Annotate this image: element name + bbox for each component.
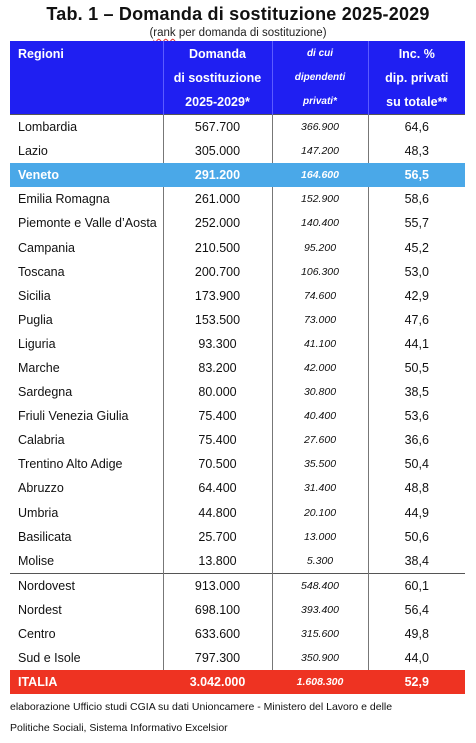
cell-name: Lazio	[10, 139, 163, 163]
cell-domanda: 261.000	[163, 187, 272, 211]
cell-name: Sardegna	[10, 380, 163, 404]
cell-incidenza: 50,6	[404, 529, 429, 544]
source-note-line: Politiche Sociali, Sistema Informativo Excelsior	[10, 722, 228, 734]
region-row	[10, 284, 465, 308]
cell-incidenza: 56,5	[368, 163, 465, 187]
cell-name: ITALIA	[10, 670, 163, 694]
region-row	[10, 404, 465, 428]
cell-domanda: 291.200	[163, 163, 272, 187]
region-row	[10, 380, 465, 404]
cell-domanda: 252.000	[163, 211, 272, 235]
cell-incidenza: 55,7	[404, 216, 429, 231]
header-dipendenti-line: di cui	[306, 48, 334, 59]
cell-name: Campania	[10, 235, 163, 259]
region-row	[10, 187, 465, 211]
region-row	[10, 452, 465, 476]
total-row	[10, 670, 465, 694]
cell-dipendenti: 5.300	[272, 549, 368, 574]
header-dipendenti	[272, 41, 368, 115]
table-title: Tab. 1 – Domanda di sostituzione 2025-2029	[46, 4, 430, 24]
cell-dipendenti: 140.400	[272, 211, 368, 235]
area-row	[10, 646, 465, 670]
cell-dipendenti: 315.600	[272, 622, 368, 646]
cell-name: Calabria	[10, 428, 163, 452]
cell-name: Nordest	[10, 598, 163, 622]
header-domanda-line: 2025-2029*	[185, 95, 250, 109]
subtitle-rank-word: rank	[153, 27, 176, 39]
cell-domanda: 173.900	[163, 284, 272, 308]
cell-dipendenti: 13.000	[272, 525, 368, 549]
cell-name: Friuli Venezia Giulia	[10, 404, 163, 428]
cell-incidenza: 48,3	[404, 144, 429, 159]
cell-dipendenti: 31.400	[272, 476, 368, 500]
cell-incidenza: 45,2	[404, 240, 429, 255]
table-subtitle	[0, 27, 476, 39]
cell-incidenza: 53,6	[404, 409, 429, 424]
cell-incidenza: 36,6	[404, 433, 429, 448]
cell-domanda: 13.800	[163, 549, 272, 574]
cell-domanda: 633.600	[163, 622, 272, 646]
cell-domanda: 797.300	[163, 646, 272, 670]
region-row	[10, 525, 465, 549]
header-dipendenti-line: privati*	[303, 96, 337, 107]
cell-incidenza: 48,8	[404, 481, 429, 496]
cell-name: Molise	[10, 549, 163, 574]
cell-name: Piemonte e Valle d’Aosta	[10, 211, 163, 235]
table-header	[10, 41, 465, 115]
source-note-line: elaborazione Ufficio studi CGIA su dati Unioncamere - Ministero del Lavoro e delle	[10, 701, 393, 713]
cell-dipendenti: 74.600	[272, 284, 368, 308]
cell-name: Nordovest	[10, 573, 163, 598]
header-regioni-line: Regioni	[18, 47, 64, 61]
cell-dipendenti: 152.900	[272, 187, 368, 211]
cell-domanda: 93.300	[163, 332, 272, 356]
cell-incidenza: 47,6	[404, 312, 429, 327]
cell-dipendenti: 106.300	[272, 260, 368, 284]
cell-domanda: 153.500	[163, 308, 272, 332]
cell-incidenza: 44,9	[404, 505, 429, 520]
cell-incidenza: 50,5	[404, 360, 429, 375]
cell-name: Liguria	[10, 332, 163, 356]
cell-domanda: 75.400	[163, 404, 272, 428]
region-row	[10, 163, 465, 187]
header-domanda	[163, 41, 272, 115]
cell-domanda: 64.400	[163, 476, 272, 500]
subtitle-open: (	[149, 27, 154, 39]
cell-name: Puglia	[10, 308, 163, 332]
cell-dipendenti: 35.500	[272, 452, 368, 476]
cell-incidenza: 53,0	[404, 264, 429, 279]
header-domanda-line: Domanda	[189, 47, 246, 61]
cell-incidenza: 50,4	[404, 457, 429, 472]
header-domanda-line: di sostituzione	[173, 71, 262, 85]
table-body	[10, 115, 465, 695]
header-incidenza	[368, 41, 465, 115]
cell-name: Emilia Romagna	[10, 187, 163, 211]
cell-name: Toscana	[10, 260, 163, 284]
cell-incidenza: 52,9	[368, 670, 465, 694]
cell-domanda: 200.700	[163, 260, 272, 284]
cell-dipendenti: 393.400	[272, 598, 368, 622]
header-incidenza-line: dip. privati	[385, 71, 449, 85]
cell-dipendenti: 20.100	[272, 501, 368, 525]
cell-incidenza: 38,5	[404, 385, 429, 400]
cell-domanda: 3.042.000	[163, 670, 272, 694]
header-dipendenti-line: dipendenti	[294, 72, 346, 83]
region-row	[10, 139, 465, 163]
cell-incidenza: 42,9	[404, 288, 429, 303]
cell-dipendenti: 350.900	[272, 646, 368, 670]
cell-dipendenti: 147.200	[272, 139, 368, 163]
cell-incidenza: 56,4	[404, 602, 429, 617]
header-incidenza-line: su totale**	[386, 95, 448, 109]
cell-domanda: 305.000	[163, 139, 272, 163]
cell-name: Marche	[10, 356, 163, 380]
region-row	[10, 308, 465, 332]
cell-domanda: 75.400	[163, 428, 272, 452]
cell-incidenza: 64,6	[368, 115, 465, 140]
cell-incidenza: 49,8	[404, 627, 429, 642]
cell-incidenza: 38,4	[404, 553, 429, 568]
cell-dipendenti: 41.100	[272, 332, 368, 356]
region-row	[10, 501, 465, 525]
cell-domanda: 25.700	[163, 525, 272, 549]
area-row	[10, 573, 465, 598]
region-row	[10, 428, 465, 452]
cell-domanda: 70.500	[163, 452, 272, 476]
region-row	[10, 356, 465, 380]
header-regioni	[10, 41, 163, 115]
cell-name: Trentino Alto Adige	[10, 452, 163, 476]
cell-incidenza: 58,6	[404, 192, 429, 207]
cell-name: Umbria	[10, 501, 163, 525]
cell-name: Veneto	[10, 163, 163, 187]
replacement-demand-table	[10, 41, 465, 694]
area-row	[10, 598, 465, 622]
cell-dipendenti: 366.900	[272, 115, 368, 140]
region-row	[10, 211, 465, 235]
header-incidenza-line: Inc. %	[398, 47, 435, 61]
cell-domanda: 210.500	[163, 235, 272, 259]
region-row	[10, 476, 465, 500]
region-row	[10, 549, 465, 574]
area-row	[10, 622, 465, 646]
cell-domanda: 80.000	[163, 380, 272, 404]
region-row	[10, 260, 465, 284]
cell-dipendenti: 40.400	[272, 404, 368, 428]
cell-name: Sicilia	[10, 284, 163, 308]
region-row	[10, 235, 465, 259]
cell-domanda: 698.100	[163, 598, 272, 622]
cell-name: Sud e Isole	[10, 646, 163, 670]
cell-dipendenti: 164.600	[272, 163, 368, 187]
header-row	[10, 41, 465, 115]
cell-dipendenti: 42.000	[272, 356, 368, 380]
cell-incidenza: 44,1	[404, 336, 429, 351]
cell-dipendenti: 27.600	[272, 428, 368, 452]
subtitle-rest: per domanda di sostituzione)	[175, 27, 327, 39]
cell-domanda: 44.800	[163, 501, 272, 525]
region-row	[10, 332, 465, 356]
cell-dipendenti: 1.608.300	[272, 670, 368, 694]
cell-name: Abruzzo	[10, 476, 163, 500]
cell-dipendenti: 548.400	[272, 573, 368, 598]
cell-incidenza: 44,0	[404, 651, 429, 666]
cell-domanda: 567.700	[163, 115, 272, 140]
cell-domanda: 83.200	[163, 356, 272, 380]
cell-name: Lombardia	[10, 115, 163, 140]
cell-dipendenti: 73.000	[272, 308, 368, 332]
cell-incidenza: 60,1	[368, 573, 465, 598]
region-row	[10, 115, 465, 140]
cell-dipendenti: 95.200	[272, 235, 368, 259]
cell-domanda: 913.000	[163, 573, 272, 598]
cell-name: Centro	[10, 622, 163, 646]
cell-dipendenti: 30.800	[272, 380, 368, 404]
cell-name: Basilicata	[10, 525, 163, 549]
